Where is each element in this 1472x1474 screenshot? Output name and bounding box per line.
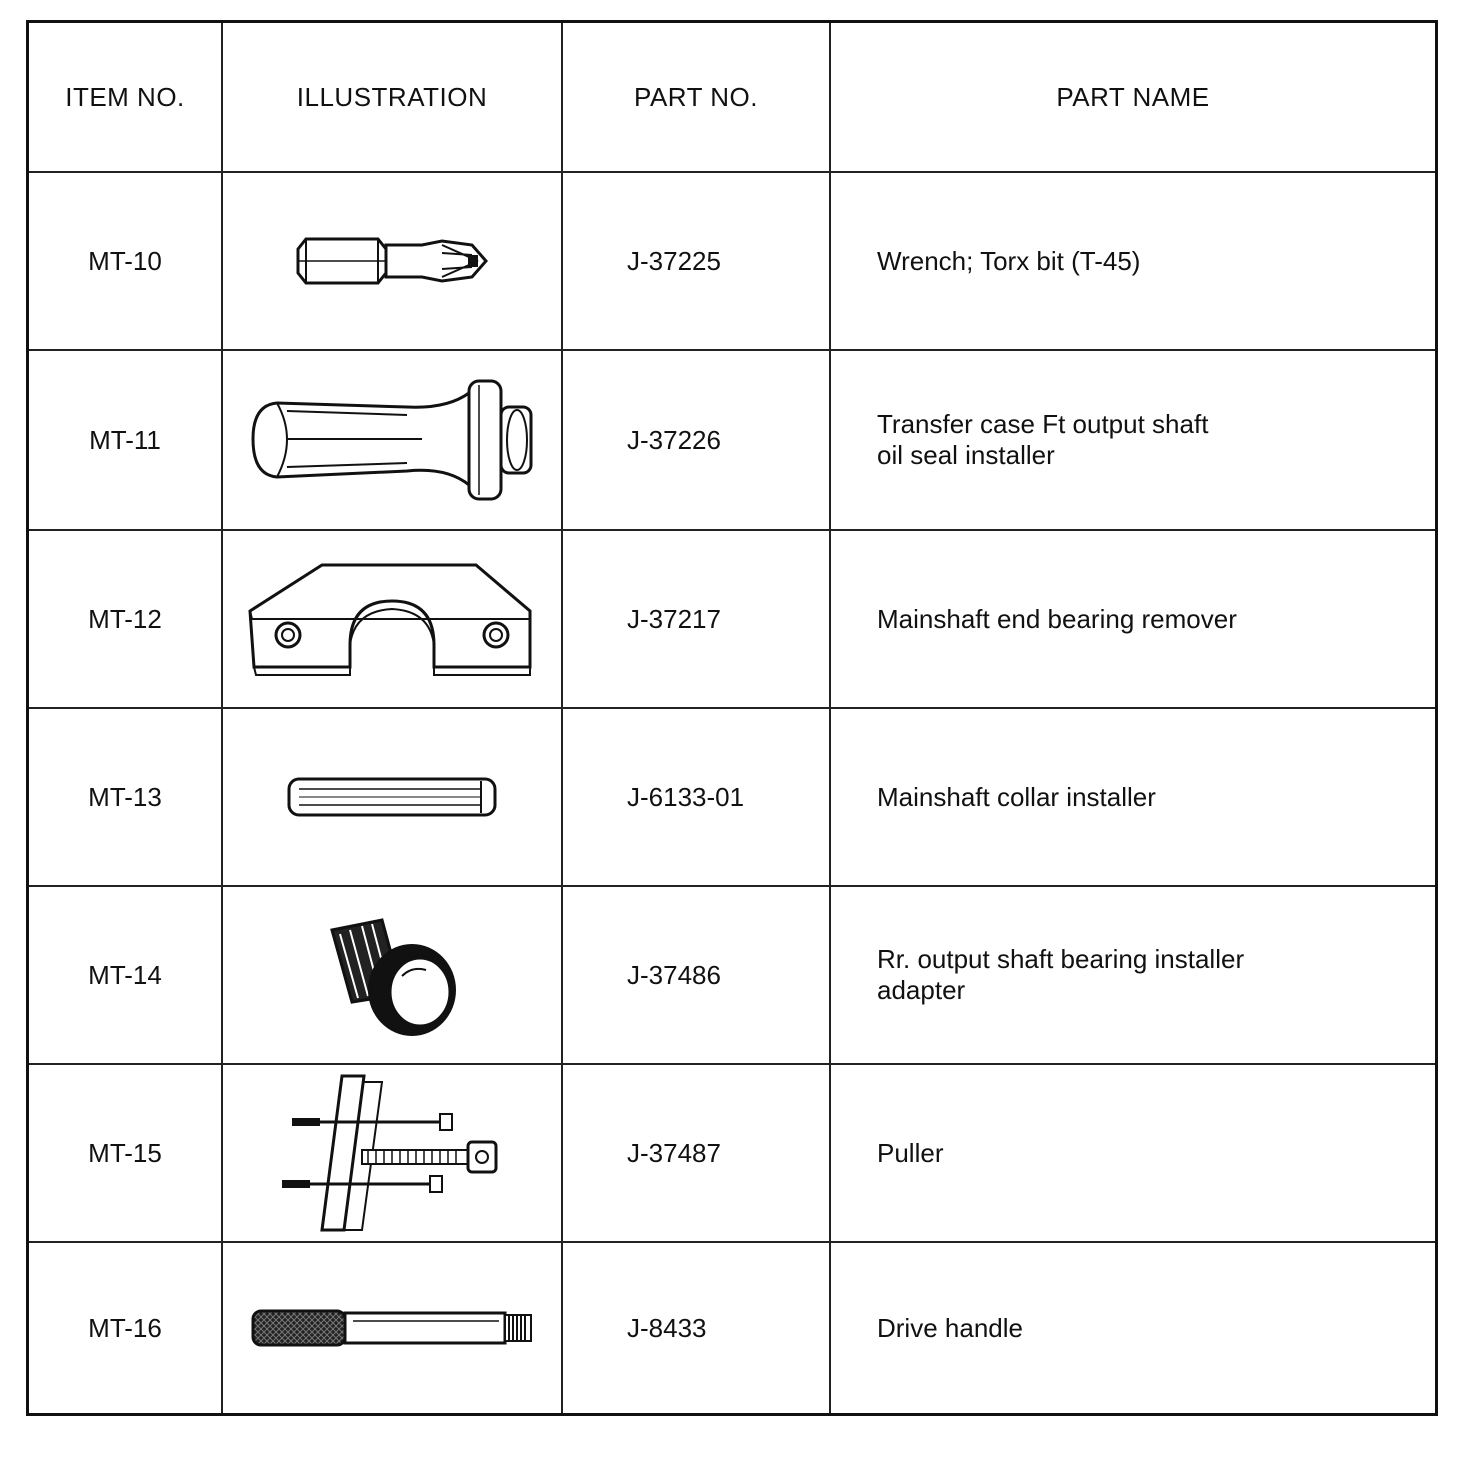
table-row (29, 171, 1435, 349)
item-no: MT-10 (88, 245, 162, 276)
table-row (29, 707, 1435, 885)
special-tools-table (26, 20, 1438, 1416)
part-name: Puller (877, 1137, 944, 1168)
header-illustration: ILLUSTRATION (221, 23, 561, 171)
item-no: MT-11 (89, 424, 161, 455)
header-part-name: PART NAME (829, 23, 1435, 171)
collar-installer-rod-icon (285, 775, 499, 819)
part-no: J-6133-01 (627, 781, 745, 812)
part-name: Wrench; Torx bit (T-45) (877, 245, 1141, 276)
part-no: J-37226 (627, 424, 721, 455)
table-header-row (29, 23, 1435, 171)
item-no: MT-15 (88, 1137, 162, 1168)
part-no: J-37486 (627, 959, 721, 990)
header-part-no: PART NO. (561, 23, 829, 171)
bearing-remover-plate-icon (244, 559, 540, 679)
table-row (29, 1241, 1435, 1413)
table-row (29, 529, 1435, 707)
table-row (29, 885, 1435, 1063)
item-no: MT-13 (88, 781, 162, 812)
part-no: J-37225 (627, 245, 721, 276)
item-no: MT-12 (88, 603, 162, 634)
item-no: MT-16 (88, 1312, 162, 1343)
puller-icon (272, 1068, 512, 1238)
part-name: Transfer case Ft output shaft oil seal installer (877, 409, 1209, 470)
part-name: Drive handle (877, 1312, 1023, 1343)
part-name: Rr. output shaft bearing installer adapter (877, 944, 1245, 1005)
part-no: J-37217 (627, 603, 721, 634)
torx-bit-icon (292, 231, 492, 291)
installer-adapter-icon (322, 910, 462, 1040)
item-no: MT-14 (88, 959, 162, 990)
header-item-no: ITEM NO. (65, 81, 185, 112)
part-no: J-8433 (627, 1312, 707, 1343)
part-no: J-37487 (627, 1137, 721, 1168)
table-row (29, 1063, 1435, 1241)
table-row (29, 349, 1435, 529)
drive-handle-icon (249, 1305, 535, 1351)
seal-installer-icon (247, 375, 537, 505)
part-name: Mainshaft end bearing remover (877, 603, 1237, 634)
part-name: Mainshaft collar installer (877, 781, 1156, 812)
